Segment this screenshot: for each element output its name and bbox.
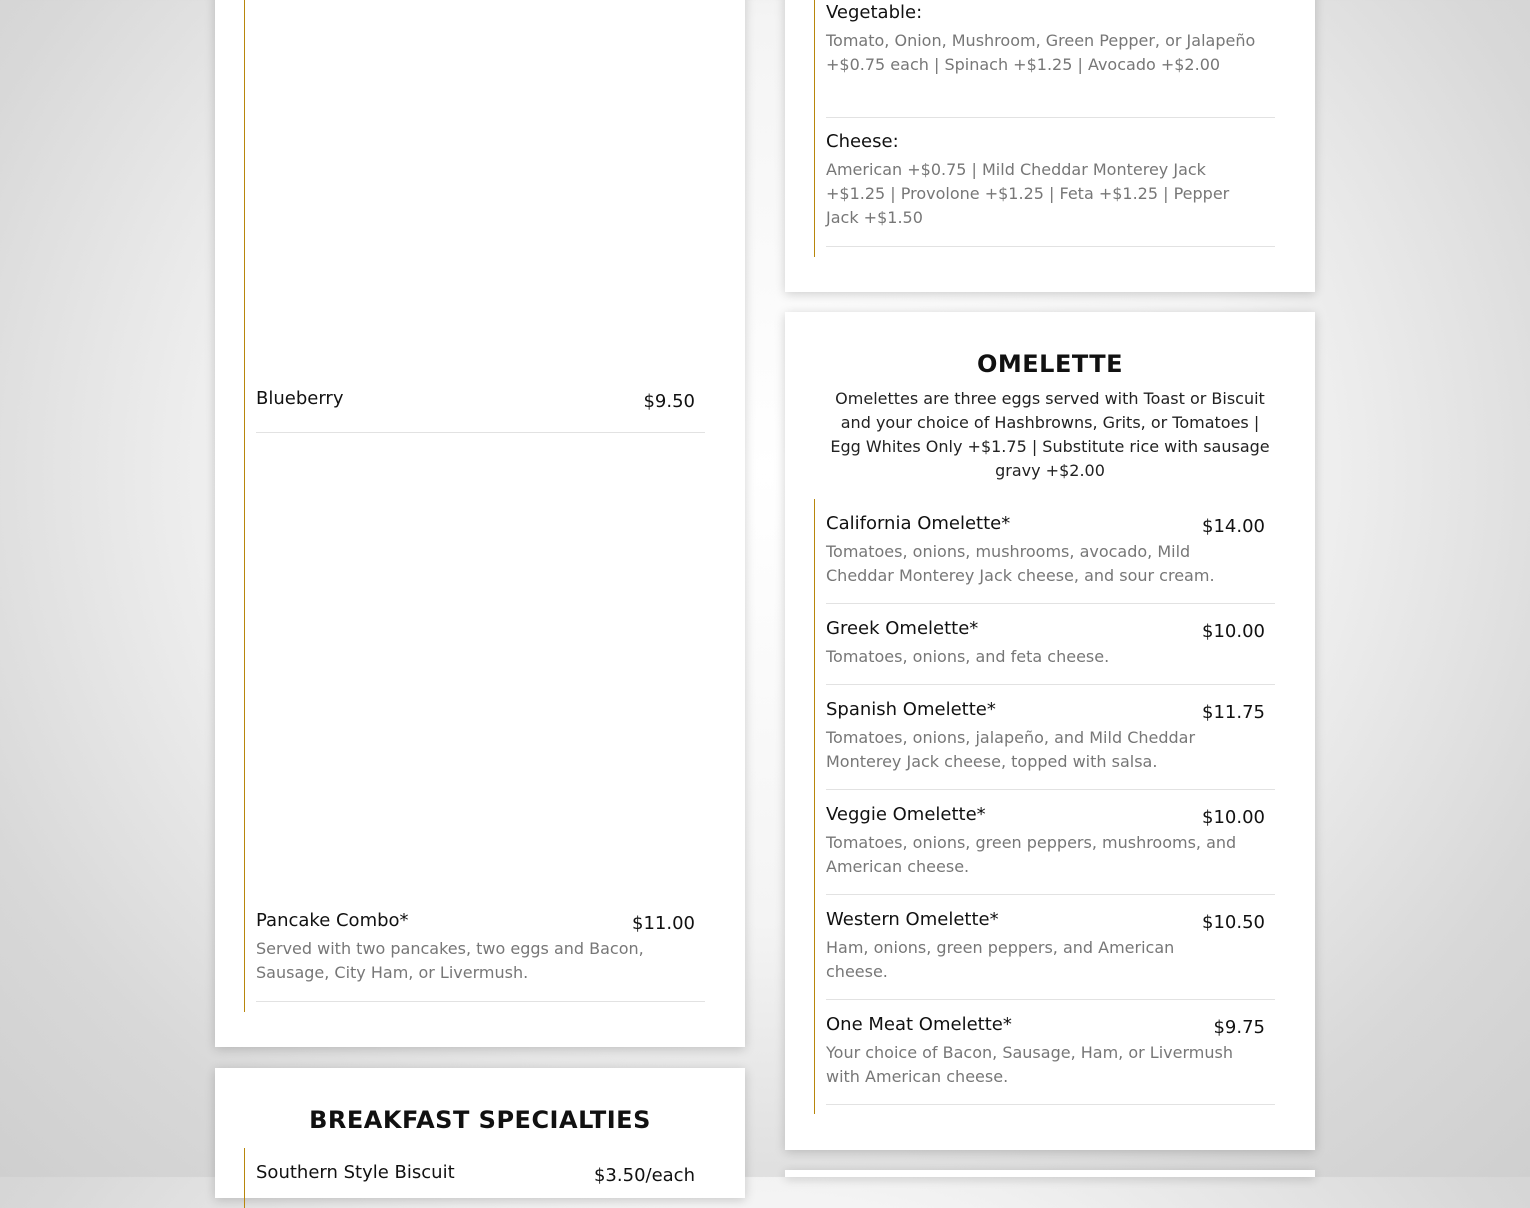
addon-name: Cheese: — [826, 131, 899, 152]
menu-item-description: Served with two pancakes, two eggs and Bacon, Sausage, City Ham, or Livermush. — [256, 939, 644, 982]
menu-rail — [814, 0, 815, 257]
menu-item-name: Southern Style Biscuit — [256, 1162, 455, 1183]
next-section-card — [785, 1170, 1315, 1177]
section-title: BREAKFAST SPECIALTIES — [309, 1106, 651, 1134]
divider — [826, 684, 1275, 685]
menu-item-description: Ham, onions, green peppers, and American cheese. — [826, 938, 1175, 981]
menu-item-price: $10.50 — [1202, 912, 1265, 933]
divider — [826, 117, 1275, 118]
breakfast-specialties-card — [215, 1068, 745, 1198]
menu-rail — [244, 1148, 245, 1208]
divider — [826, 789, 1275, 790]
menu-rail — [814, 499, 815, 1114]
menu-item-price: $9.75 — [1213, 1017, 1265, 1038]
menu-item[interactable] — [256, 388, 705, 432]
menu-item-description: Tomatoes, onions, mushrooms, avocado, Mild Cheddar Monterey Jack cheese, and sour cream. — [826, 542, 1215, 585]
menu-item-price: $14.00 — [1202, 516, 1265, 537]
menu-item[interactable] — [826, 513, 1275, 603]
menu-item-name: Western Omelette* — [826, 909, 999, 930]
addon-description: American +$0.75 | Mild Cheddar Monterey Jack +$1.25 | Provolone +$1.25 | Feta +$1.25 | Pepper Jack +$1.50 — [826, 160, 1230, 227]
menu-item[interactable] — [256, 1162, 705, 1192]
divider — [826, 894, 1275, 895]
menu-item[interactable] — [256, 910, 705, 1000]
divider — [826, 999, 1275, 1000]
menu-item-price: $9.50 — [643, 391, 695, 412]
addon-name: Vegetable: — [826, 2, 923, 23]
section-title: OMELETTE — [976, 350, 1124, 378]
omelette-card — [785, 312, 1315, 1150]
menu-item-price: $11.75 — [1202, 702, 1265, 723]
menu-item-name: One Meat Omelette* — [826, 1014, 1012, 1035]
pancakes-card — [215, 0, 745, 1047]
divider — [256, 1001, 705, 1002]
menu-item-name: Spanish Omelette* — [826, 699, 996, 720]
menu-item-name: Greek Omelette* — [826, 618, 979, 639]
menu-item-price: $10.00 — [1202, 621, 1265, 642]
divider — [826, 1104, 1275, 1105]
addons-card — [785, 0, 1315, 292]
menu-item-price: $11.00 — [632, 913, 695, 934]
addon-description: Tomato, Onion, Mushroom, Green Pepper, or Jalapeño +$0.75 each | Spinach +$1.25 | Avocado +$2.00 — [826, 31, 1256, 74]
menu-item-description: Your choice of Bacon, Sausage, Ham, or Livermush with American cheese. — [826, 1043, 1233, 1086]
menu-item[interactable] — [826, 1014, 1275, 1104]
menu-item[interactable] — [826, 618, 1275, 684]
menu-item[interactable] — [826, 804, 1275, 894]
section-intro: Omelettes are three eggs served with Toast or Biscuit and your choice of Hashbrowns, Grits, or Tomatoes | Egg Whites Only +$1.75 | Substitute rice with sausage gravy +$2.00 — [830, 389, 1270, 480]
menu-item-description: Tomatoes, onions, green peppers, mushrooms, and American cheese. — [826, 833, 1237, 876]
menu-item-name: California Omelette* — [826, 513, 1011, 534]
addon-item — [826, 131, 1275, 246]
menu-item[interactable] — [826, 699, 1275, 789]
addon-item — [826, 2, 1275, 117]
divider — [256, 432, 705, 433]
menu-item-description: Tomatoes, onions, jalapeño, and Mild Cheddar Monterey Jack cheese, topped with salsa. — [826, 728, 1196, 771]
divider — [826, 246, 1275, 247]
divider — [826, 603, 1275, 604]
menu-item-price: $3.50/each — [593, 1165, 695, 1186]
menu-item-name: Blueberry — [256, 388, 344, 409]
menu-item-description: Tomatoes, onions, and feta cheese. — [826, 647, 1110, 666]
menu-item-name: Pancake Combo* — [256, 910, 409, 931]
menu-item[interactable] — [826, 909, 1275, 999]
menu-rail — [244, 0, 245, 1012]
menu-item-price: $10.00 — [1202, 807, 1265, 828]
menu-item-name: Veggie Omelette* — [826, 804, 986, 825]
